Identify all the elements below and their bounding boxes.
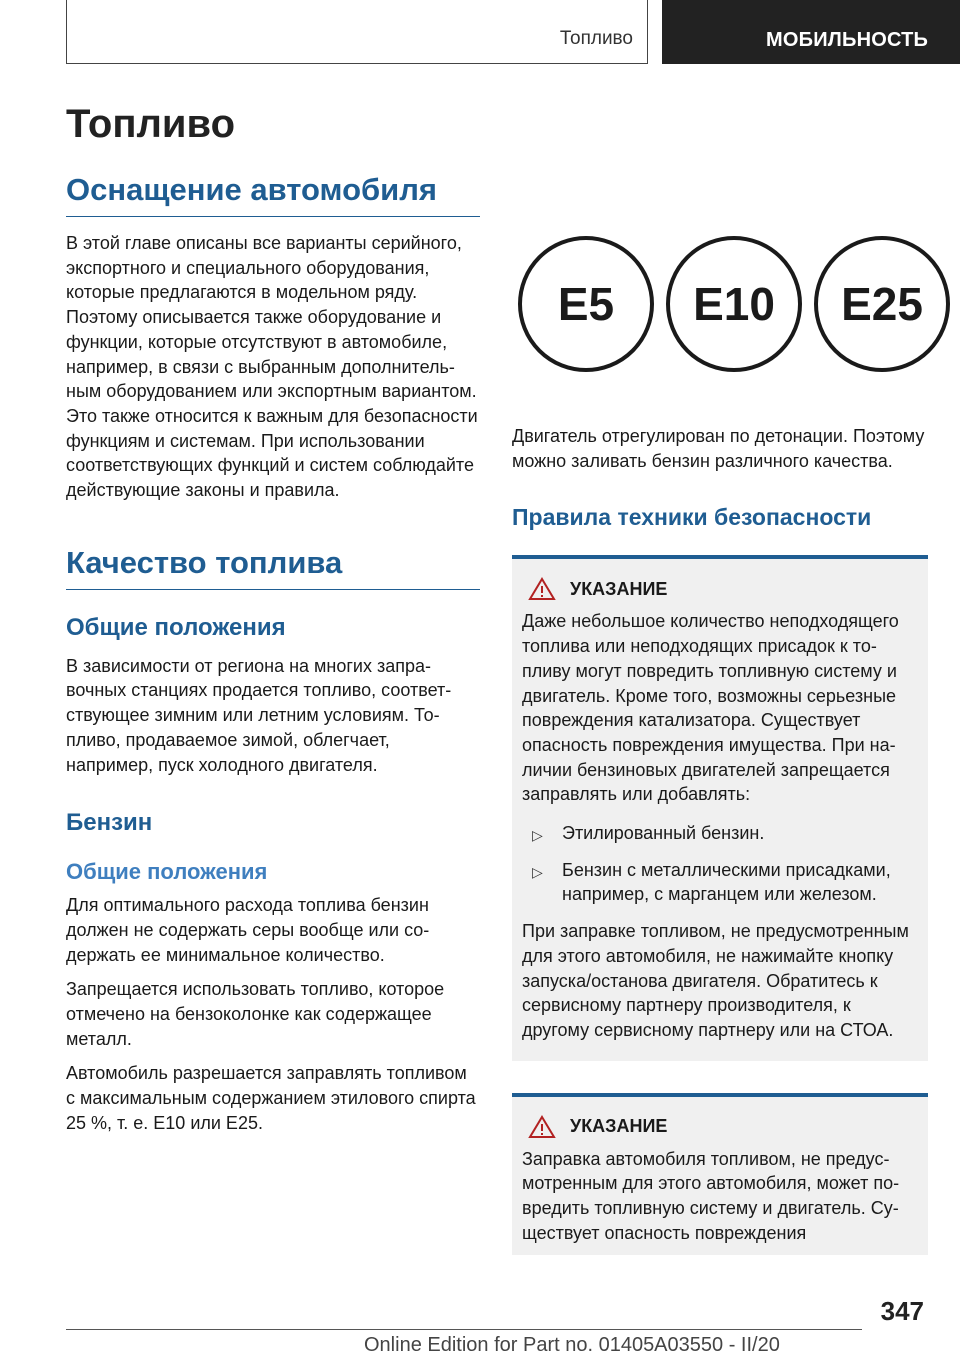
- fuel-quality-heading: Качество топлива: [66, 543, 480, 590]
- petrol-heading: Бензин: [66, 809, 153, 837]
- safety-heading: Правила техники безопасности: [512, 504, 872, 531]
- list-item: [522, 821, 918, 848]
- list-item-text: Этилированный бензин.: [562, 823, 765, 844]
- equipment-text: В этой главе описаны все варианты серийного, экспортного и специального оборудования, которые предлагаются в модельном ряду. Поэтому описывается также оборудование и функции, которые отсутствуют в автомобиле, например, в связи с выбранным дополнительным оборудованием или экспортным вариантом. Это также относится к важным для безопасности функциям и системам. При использовании соответствующих функций и систем соблюдайте действующие законы и правила.: [66, 233, 478, 501]
- fuel-badge-e10: E10: [666, 236, 802, 372]
- general-text: В зависимости от региона на многих заправочных станциях продается топливо, соответствующее зимним или летним условиям. Топливо, продаваемое зимой, облегчает, например, пуск холодного двигателя.: [66, 655, 452, 775]
- footer-edition: Online Edition for Part no. 01405A03550 - II/20: [364, 1334, 780, 1356]
- left-column: [66, 100, 480, 1136]
- notice-label-2: УКАЗАНИЕ: [570, 1116, 668, 1137]
- page-header: [0, 0, 960, 66]
- notice-label-1: УКАЗАНИЕ: [570, 578, 668, 599]
- fuel-badge-e25: E25: [814, 236, 950, 372]
- petrol-general-heading: Общие положения: [66, 859, 268, 885]
- page-title: Топливо: [66, 102, 236, 146]
- header-topic-box: [66, 0, 648, 64]
- header-topic: Топливо: [559, 28, 633, 49]
- notice-box-2: [512, 1093, 928, 1256]
- notice-text-1: Даже небольшое количество неподходящего топлива или неподходящих присадок к топливу могут повредить топливную систему и двигатель. Кроме того, возможны серьезные повреждения катализатора. Существует опасность повреждения имущества. При наличии бензиновых двигателей запрещается заправлять или добавлять:: [522, 611, 899, 805]
- notice-header-2: [522, 1115, 918, 1139]
- petrol-paragraph-3: Автомобиль разрешается заправлять топливом с максимальным содержанием этилового спирта 25 %, т. е. E10 или E25.: [66, 1063, 476, 1133]
- list-item-text: Бензин с металлическими присадками, например, с марганцем или железом.: [562, 859, 891, 905]
- notice-text-1b: При заправке топливом, не предусмотренным для этого автомобиля, не нажимайте кнопку запуска/останова двигателя. Обратитесь к сервисному партнеру производителя, к другому сервисному партнеру или на СТОА.: [522, 921, 909, 1040]
- fuel-badges: [518, 236, 928, 384]
- triangle-bullet-icon: ▷: [532, 827, 543, 844]
- notice-bullet-list: [522, 821, 918, 907]
- triangle-bullet-icon: ▷: [532, 863, 543, 880]
- fuel-badge-e5: E5: [518, 236, 654, 372]
- right-column: [512, 236, 928, 1255]
- list-item: [522, 858, 918, 907]
- notice-box-1: [512, 555, 928, 1060]
- petrol-paragraph-1: Для оптимального расхода топлива бензин должен не содержать серы вообще или содержать ее минимальное количество.: [66, 895, 430, 965]
- notice-header-1: [522, 577, 918, 601]
- page-number: 347: [880, 1296, 924, 1326]
- footer-divider: [66, 1329, 862, 1330]
- warning-triangle-icon: [528, 577, 556, 601]
- notice-text-2: Заправка автомобиля топливом, не предусмотренным для этого автомобиля, может повредить топливную систему и двигатель. Существует опасность повреждения: [522, 1148, 900, 1243]
- equipment-heading: Оснащение автомобиля: [66, 170, 480, 217]
- general-heading: Общие положения: [66, 613, 286, 641]
- header-section-tab: МОБИЛЬНОСТЬ: [662, 0, 960, 64]
- petrol-paragraph-2: Запрещается использовать топливо, которое отмечено на бензоколонке как содержащее металл.: [66, 979, 445, 1049]
- knock-text: Двигатель отрегулирован по детонации. Поэтому можно заливать бензин различного качества.: [512, 426, 925, 471]
- warning-triangle-icon: [528, 1115, 556, 1139]
